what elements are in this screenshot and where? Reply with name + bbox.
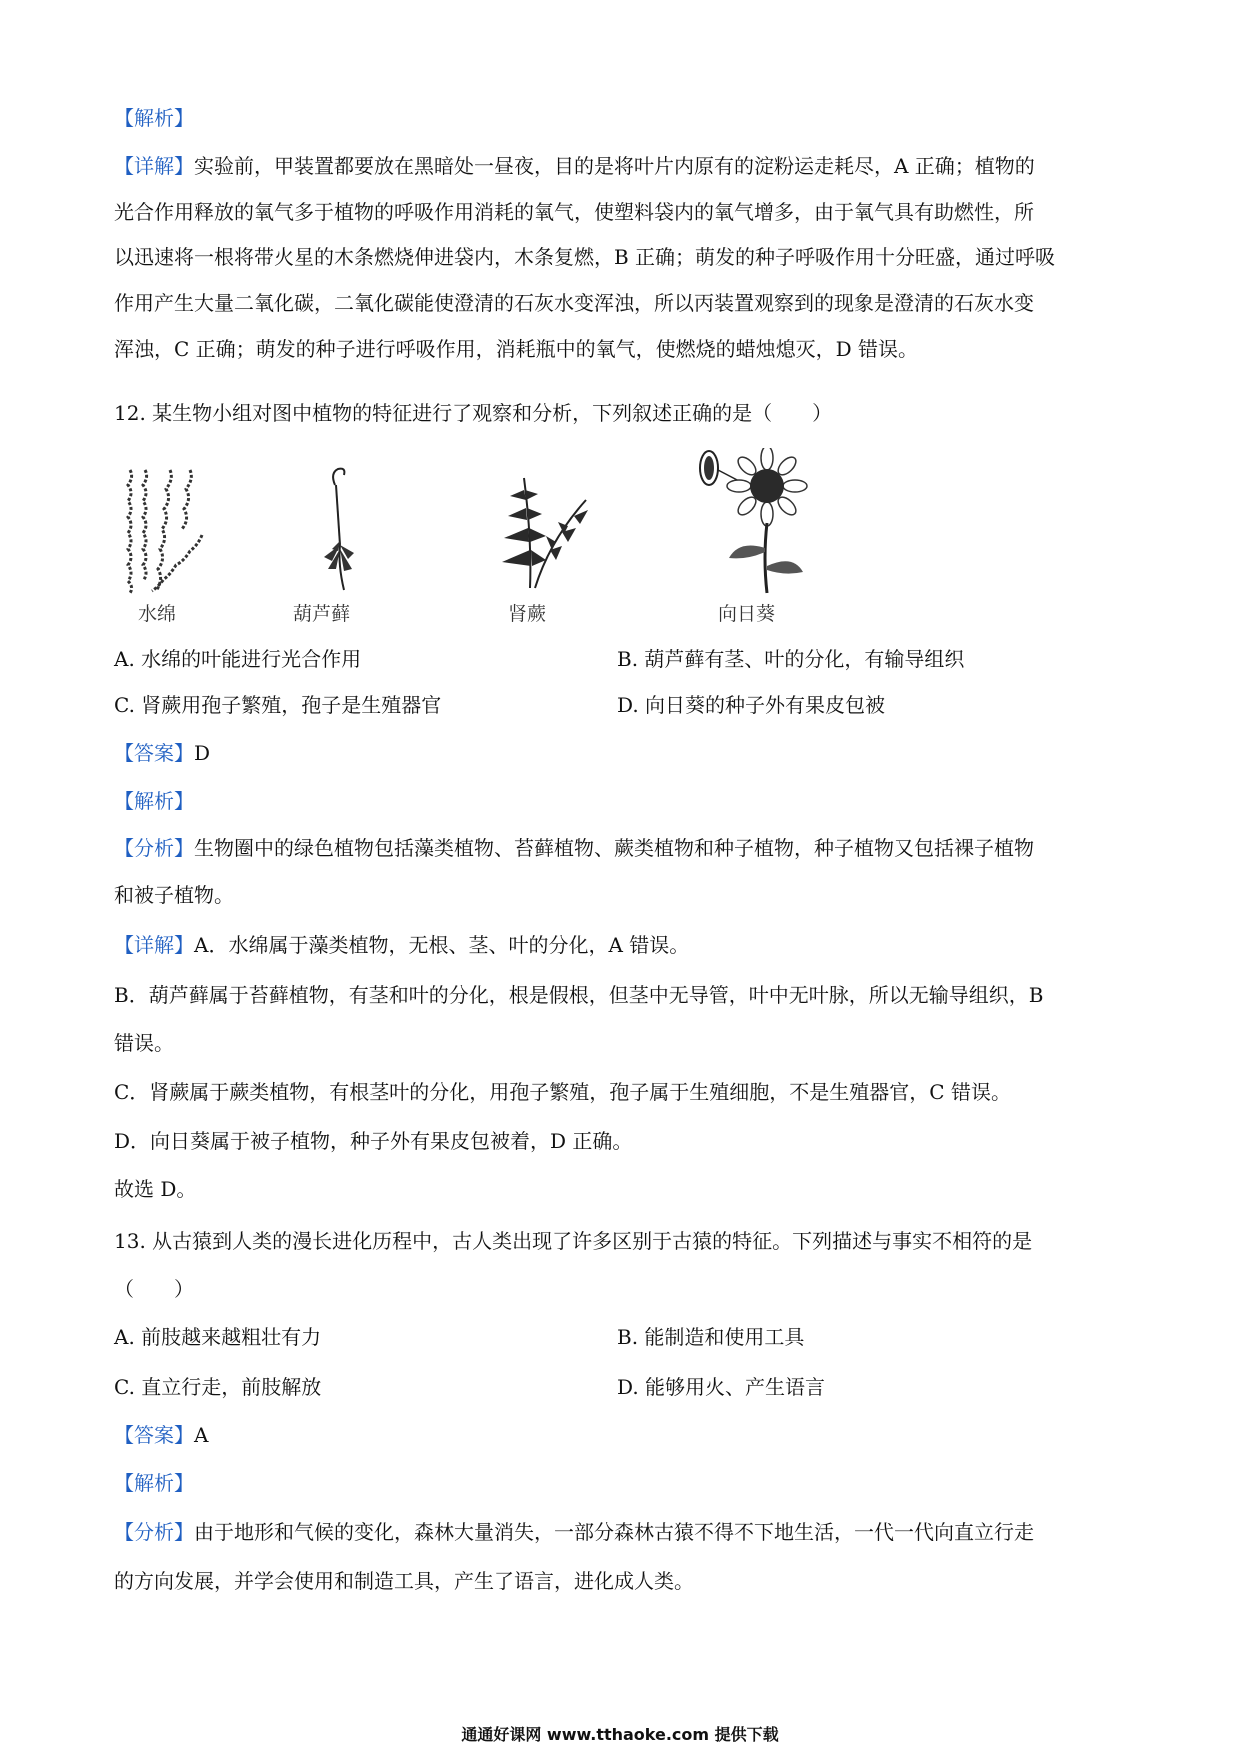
paragraph-line: B．葫芦藓属于苔藓植物，有茎和叶的分化，根是假根，但茎中无导管，叶中无叶脉，所以无输导组织，B (114, 983, 1044, 1007)
paragraph-line: 的方向发展，并学会使用和制造工具，产生了语言，进化成人类。 (114, 1569, 694, 1593)
paragraph-line (114, 833, 1134, 863)
figure-caption: 肾蕨 (508, 603, 547, 625)
paragraph-line: D．向日葵属于被子植物，种子外有果皮包被着，D 正确。 (114, 1129, 633, 1153)
paragraph-line: 和被子植物。 (114, 883, 234, 907)
paragraph-line: C．肾蕨属于蕨类植物，有根茎叶的分化，用孢子繁殖，孢子属于生殖细胞，不是生殖器官，C 错误。 (114, 1080, 1011, 1104)
option-b: B. 葫芦藓有茎、叶的分化，有输导组织 (617, 647, 965, 671)
figure-caption: 向日葵 (718, 603, 776, 625)
text-run: 生物圈中的绿色植物包括藻类植物、苔藓植物、蕨类植物和种子植物，种子植物又包括裸子植物 (194, 836, 1034, 860)
paragraph-line (114, 151, 1134, 181)
question-stem: （ ） (114, 1277, 194, 1301)
paragraph-line (114, 930, 1134, 960)
paragraph-line: 光合作用释放的氧气多于植物的呼吸作用消耗的氧气，使塑料袋内的氧气增多，由于氧气具有助燃性，所 (114, 200, 1034, 224)
label-fenxi: 【分析】 (114, 836, 194, 860)
label-fenxi: 【分析】 (114, 1520, 194, 1544)
answer-line (114, 1420, 1134, 1450)
answer-value: D (194, 741, 211, 765)
option-d: D. 向日葵的种子外有果皮包被 (617, 693, 886, 717)
section-label-jiexi: 【解析】 (114, 789, 194, 813)
section-label-jiexi: 【解析】 (114, 106, 194, 130)
option-a: A. 水绵的叶能进行光合作用 (114, 647, 362, 671)
question-stem: 12. 某生物小组对图中植物的特征进行了观察和分析，下列叙述正确的是（ ） (114, 401, 833, 425)
spirogyra-figure (120, 465, 210, 595)
option-c: C. 直立行走，前肢解放 (114, 1375, 322, 1399)
paragraph-line: 故选 D。 (114, 1177, 197, 1201)
page-footer: 通通好课网 www.tthaoke.com 提供下载 (461, 1725, 779, 1744)
option-b: B. 能制造和使用工具 (617, 1325, 805, 1349)
label-xiangjie: 【详解】 (114, 933, 194, 957)
question-stem: 13. 从古猿到人类的漫长进化历程中，古人类出现了许多区别于古猿的特征。下列描述与事实不相符的是 (114, 1229, 1033, 1253)
figure-caption: 水绵 (138, 603, 177, 625)
fern-figure (490, 470, 600, 595)
text-run: 实验前，甲装置都要放在黑暗处一昼夜，目的是将叶片内原有的淀粉运走耗尽，A 正确；植物的 (194, 154, 1035, 178)
label-answer: 【答案】 (114, 1423, 194, 1447)
option-d: D. 能够用火、产生语言 (617, 1375, 826, 1399)
text-run: A．水绵属于藻类植物，无根、茎、叶的分化，A 错误。 (194, 933, 690, 957)
paragraph-line (114, 1517, 1134, 1547)
paragraph-line: 浑浊，C 正确；萌发的种子进行呼吸作用，消耗瓶中的氧气，使燃烧的蜡烛熄灭，D 错误。 (114, 337, 919, 361)
option-c: C. 肾蕨用孢子繁殖，孢子是生殖器官 (114, 693, 442, 717)
funaria-moss-figure (310, 465, 370, 595)
answer-value: A (194, 1423, 209, 1447)
sunflower-figure (695, 448, 815, 596)
text-run: 由于地形和气候的变化，森林大量消失，一部分森林古猿不得不下地生活，一代一代向直立行走 (194, 1520, 1034, 1544)
paragraph-line: 错误。 (114, 1031, 174, 1055)
option-a: A. 前肢越来越粗壮有力 (114, 1325, 322, 1349)
figure-caption: 葫芦藓 (293, 603, 351, 625)
paragraph-line: 作用产生大量二氧化碳，二氧化碳能使澄清的石灰水变浑浊，所以丙装置观察到的现象是澄清的石灰水变 (114, 291, 1034, 315)
label-xiangjie: 【详解】 (114, 154, 194, 178)
label-answer: 【答案】 (114, 741, 194, 765)
answer-line (114, 738, 1134, 768)
section-label-jiexi: 【解析】 (114, 1471, 194, 1495)
paragraph-line: 以迅速将一根将带火星的木条燃烧伸进袋内，木条复燃，B 正确；萌发的种子呼吸作用十分旺盛，通过呼吸 (114, 245, 1056, 269)
